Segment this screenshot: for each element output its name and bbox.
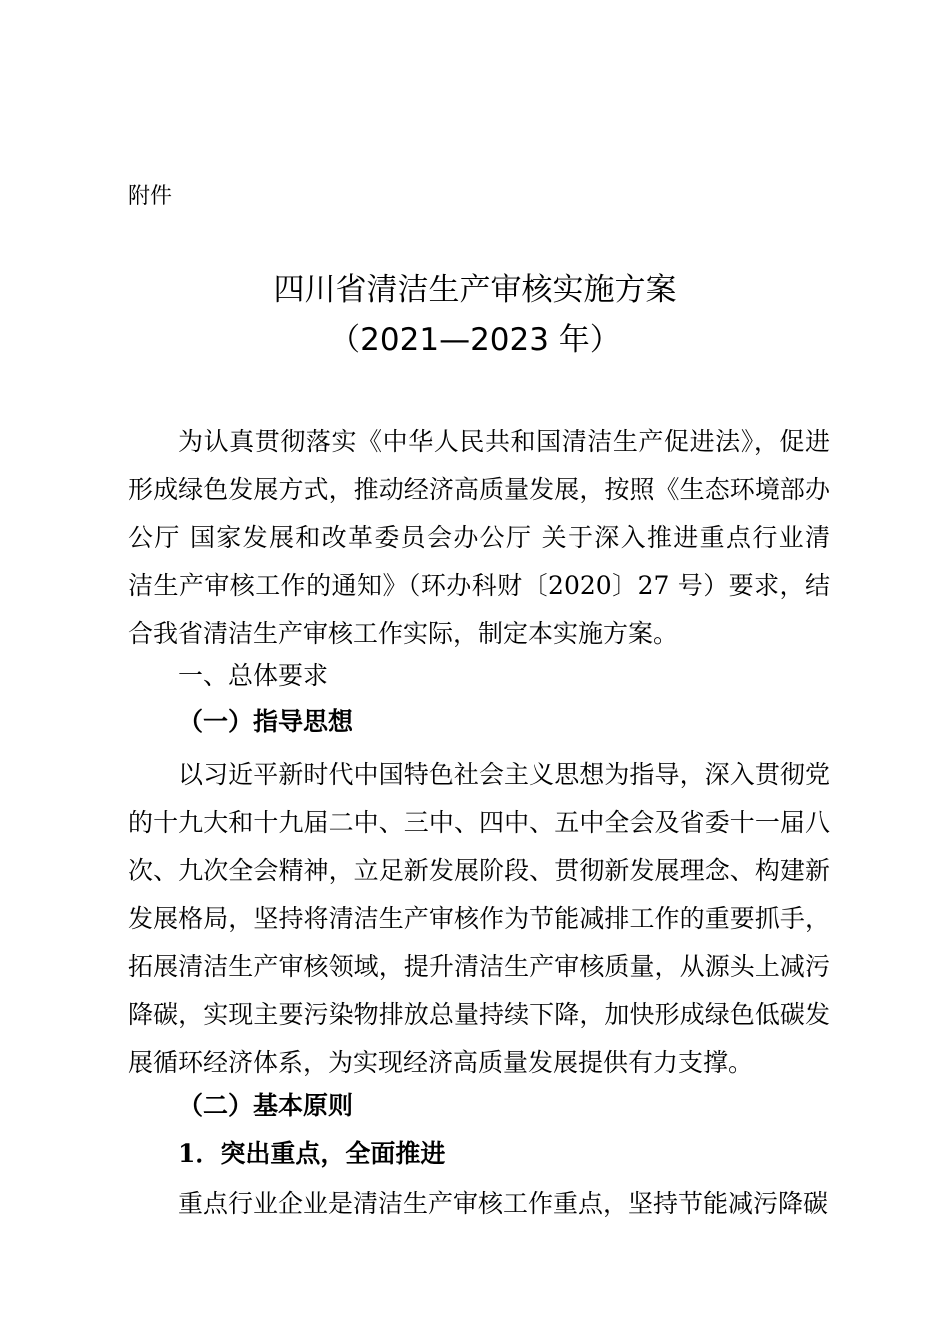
section-heading-1: 一、总体要求 [178, 661, 329, 690]
intro-line: 洁生产审核工作的通知》（环办科财〔2020〕27 号）要求，结 [128, 571, 830, 600]
intro-line: 为认真贯彻落实《中华人民共和国清洁生产促进法》，促进 [178, 427, 830, 456]
paragraph-line: 的十九大和十九届二中、三中、四中、五中全会及省委十一届八 [128, 808, 830, 837]
principle-heading-1: 1．突出重点，全面推进 [178, 1139, 446, 1168]
paragraph-line: 次、九次全会精神，立足新发展阶段、贯彻新发展理念、构建新 [128, 856, 830, 885]
paragraph-line: 降碳，实现主要污染物排放总量持续下降，加快形成绿色低碳发 [128, 1000, 830, 1029]
subsection-heading-guiding-ideology: （一）指导思想 [178, 707, 354, 736]
principle-1-paragraph [128, 1180, 830, 1228]
guiding-ideology-paragraph [128, 751, 830, 1087]
paragraph-line: 拓展清洁生产审核领域，提升清洁生产审核质量，从源头上减污 [128, 952, 830, 981]
document-title: 四川省清洁生产审核实施方案 [273, 272, 677, 308]
intro-line: 公厅 国家发展和改革委员会办公厅 关于深入推进重点行业清 [128, 523, 830, 552]
subsection-heading-basic-principles: （二）基本原则 [178, 1091, 354, 1120]
paragraph-line: 重点行业企业是清洁生产审核工作重点，坚持节能减污降碳 [178, 1189, 829, 1218]
paragraph-line: 发展格局，坚持将清洁生产审核作为节能减排工作的重要抓手， [128, 904, 830, 933]
paragraph-line: 以习近平新时代中国特色社会主义思想为指导，深入贯彻党 [178, 760, 830, 789]
intro-line: 合我省清洁生产审核工作实际，制定本实施方案。 [128, 619, 679, 648]
paragraph-line: 展循环经济体系，为实现经济高质量发展提供有力支撑。 [128, 1048, 754, 1077]
intro-paragraph [128, 418, 830, 658]
attachment-label: 附件 [128, 184, 173, 209]
document-subtitle: （2021—2023 年） [329, 322, 621, 358]
intro-line: 形成绿色发展方式，推动经济高质量发展，按照《生态环境部办 [128, 475, 830, 504]
